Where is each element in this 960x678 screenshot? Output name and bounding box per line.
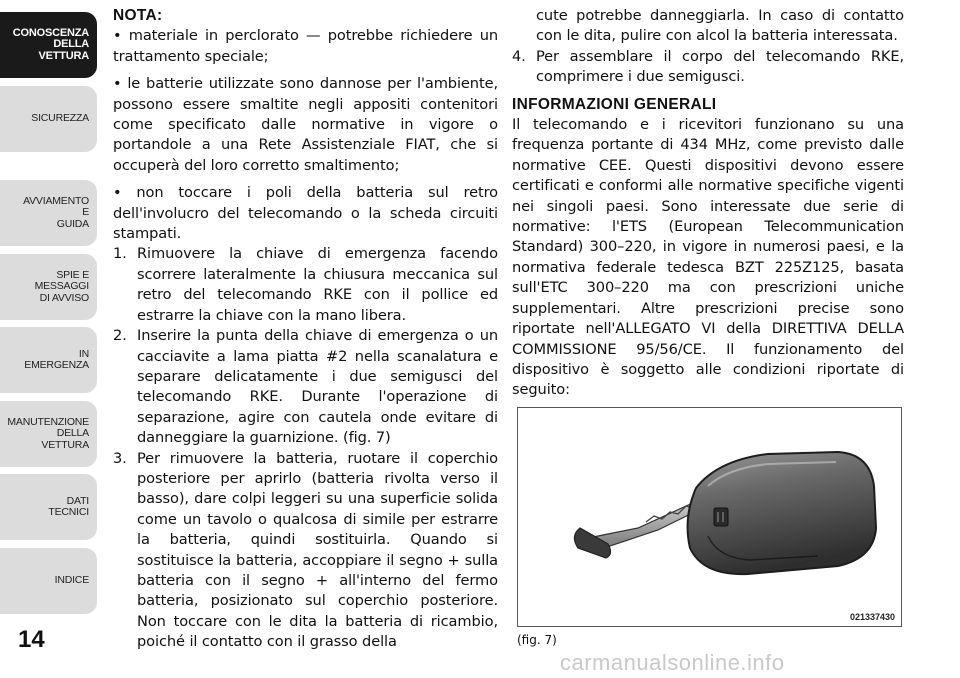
note-heading: NOTA: [113, 7, 163, 24]
general-info-paragraph: Il telecomando e i ricevitori funzionano su una frequenza portante di 434 MHz, come previsto dalle normative CEE. Questi dispositivi devono essere certificati e conformi alle normative specifiche vigenti nei singoli paesi. Sono interessate due serie di normative: l'ETS (European Telecommunication Standard) 300–220, in vigore in numerosi paesi, e la normativa federale tedesca BZT 225Z125, basata sull'ETC 300–220 ma con prescrizioni uniche supplementari. Altre prescrizioni precise sono riportate nell'ALLEGATO VI della DIRETTIVA DELLA COMMISSIONE 95/56/CE. Il funzionamento del dispositivo è soggetto alle condizioni riportate di seguito: [512, 116, 904, 399]
tab-in-emergenza[interactable]: IN EMERGENZA [0, 327, 97, 393]
step-item [512, 47, 904, 88]
figure-caption: (fig. 7) [517, 633, 557, 647]
tab-indice[interactable]: INDICE [0, 548, 97, 614]
step-text: Rimuovere la chiave di emergenza facendo scorrere lateralmente la chiusura meccanica sul retro del telecomando RKE con il pollice ed estrarre la chiave con la mano libera. [137, 245, 498, 324]
figure-code: 021337430 [849, 612, 895, 622]
tab-sicurezza[interactable]: SICUREZZA [0, 86, 97, 152]
tab-manutenzione[interactable]: MANUTENZIONE DELLA VETTURA [0, 401, 97, 467]
tab-avviamento-e-guida[interactable]: AVVIAMENTO E GUIDA [0, 180, 97, 246]
step-text: Inserire la punta della chiave di emergenza o un cacciavite a lama piatta #2 nella scanalatura e separare delicatamente i due semigusci del telecomando RKE. Durante l'operazione di separazione, agire con cautela onde evitare di danneggiare la guarnizione. (fig. 7) [137, 327, 498, 447]
step-number: 2. [113, 327, 127, 345]
page-number: 14 [18, 626, 45, 653]
note-bullet: • le batterie utilizzate sono dannose per l'ambiente, possono essere smaltite negli appositi contenitori come specificato dalle normative in vigore o portandole a una Rete Assistenziale FIAT, che si occuperà del loro corretto smaltimento; [113, 75, 498, 174]
step-number: 1. [113, 245, 127, 263]
step-text-continued: cute potrebbe danneggiarla. In caso di contatto con le dita, pulire con alcol la batteria interessata. [536, 7, 904, 45]
step-number: 3. [113, 449, 127, 467]
tab-dati-tecnici[interactable]: DATI TECNICI [0, 474, 97, 540]
release-latch-icon [714, 508, 728, 526]
tab-conoscenza-della-vettura[interactable]: CONOSCENZA DELLA VETTURA [0, 12, 97, 78]
step-item [113, 244, 498, 326]
note-bullet: • non toccare i poli della batteria sul retro dell'involucro del telecomando o la scheda circuiti stampati. [113, 184, 498, 243]
key-fob-body [688, 452, 876, 574]
left-column [113, 6, 498, 653]
tab-spie-e-messaggi[interactable]: SPIE E MESSAGGI DI AVVISO [0, 254, 97, 320]
step-text: Per rimuovere la batteria, ruotare il coperchio posteriore per aprirlo (batteria rivolta verso il basso), dare colpi leggeri su una superficie solida come un tavolo o qualcosa di simile per estrarre la batteria, quindi sostituirla. Quando si sostituisce la batteria, accoppiare il segno + sulla batteria con il segno + all'interno del fermo batteria, posizionato sul coperchio posteriore. Non toccare con le dita la batteria di ricambio, poiché il contatto con il grasso della [137, 449, 498, 651]
key-fob-illustration [518, 408, 902, 627]
step-number: 4. [512, 47, 526, 65]
note-bullet: • materiale in perclorato — potrebbe richiedere un trattamento speciale; [113, 27, 498, 65]
sidebar-nav [0, 0, 98, 678]
step-text: Per assemblare il corpo del telecomando RKE, comprimere i due semigusci. [536, 47, 904, 86]
section-heading: INFORMAZIONI GENERALI [512, 95, 717, 113]
watermark: carmanualsonline.info [560, 650, 785, 675]
right-column [512, 6, 904, 408]
step-item [113, 326, 498, 448]
step-item [113, 449, 498, 653]
figure-key-fob [517, 407, 902, 627]
